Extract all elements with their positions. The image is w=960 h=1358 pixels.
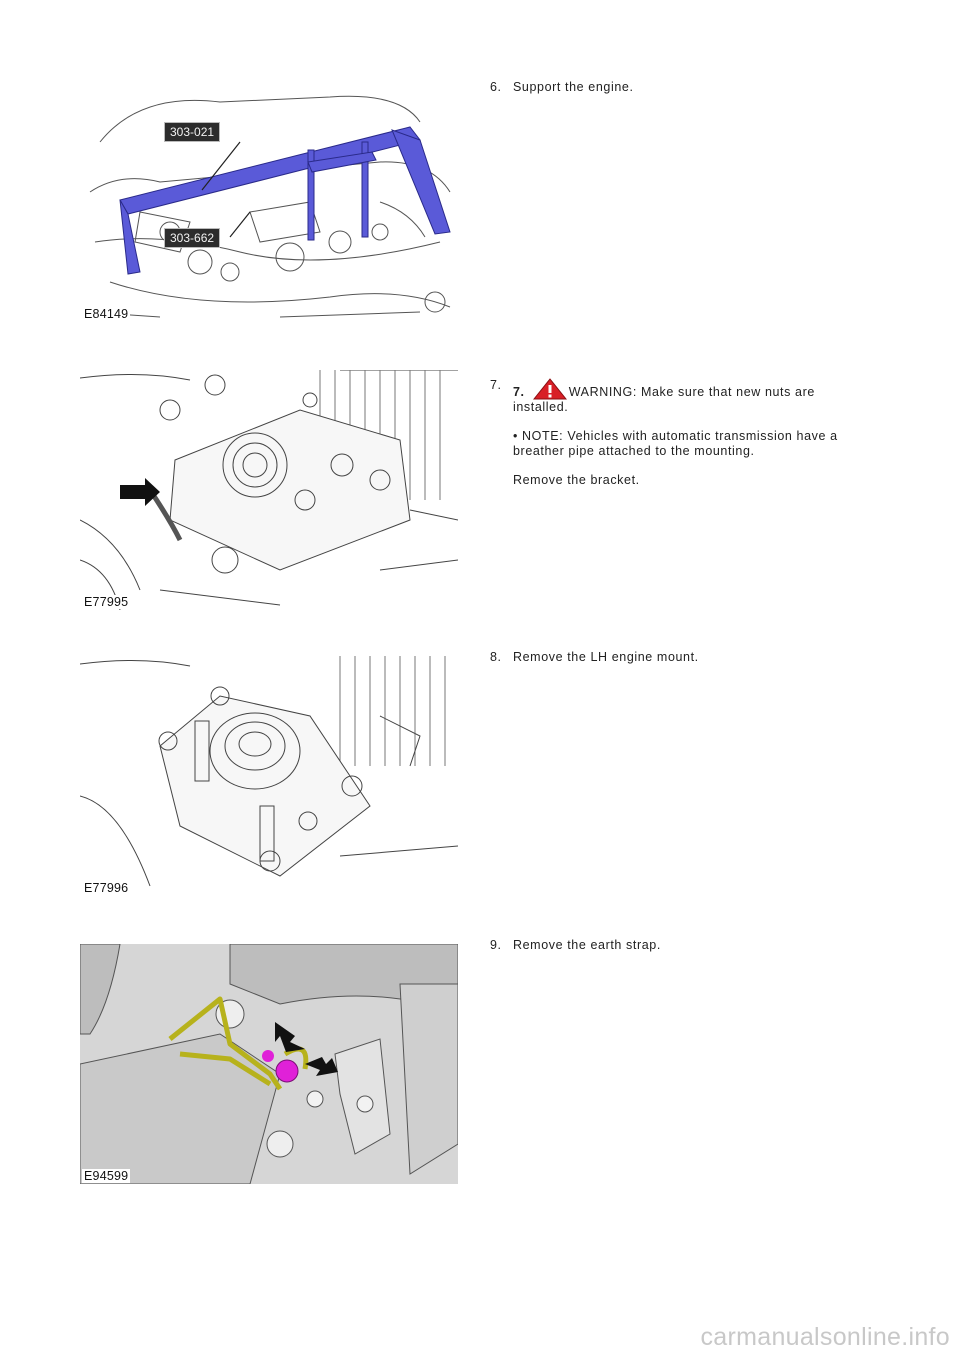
- figure-code: E77995: [84, 595, 129, 609]
- step-text: Remove the earth strap.: [513, 938, 661, 952]
- bracket-illustration: [80, 370, 458, 610]
- step-number: 8.: [490, 650, 502, 664]
- figure-earth-strap: [80, 944, 458, 1184]
- watermark: carmanualsonline.info: [700, 1323, 950, 1351]
- figure-code: E94599: [84, 1169, 129, 1183]
- engine-support-illustration: [80, 82, 458, 322]
- figure-engine-support: [80, 82, 458, 322]
- warning-message: WARNING: Make sure that new nuts are installed.: [513, 385, 815, 414]
- step-number: 9.: [490, 938, 502, 952]
- warning-text: [513, 378, 873, 415]
- engine-mount-illustration: [80, 656, 458, 896]
- figure-bracket: [80, 370, 458, 610]
- step-text: Remove the LH engine mount.: [513, 650, 699, 664]
- step-text: Support the engine.: [513, 80, 634, 94]
- warning-icon: [533, 378, 567, 400]
- tool-callout-303-021: 303-021: [164, 122, 220, 142]
- tool-callout-303-662: 303-662: [164, 228, 220, 248]
- figure-code: E77996: [84, 881, 129, 895]
- step-text: Remove the bracket.: [513, 473, 640, 487]
- figure-lh-engine-mount: [80, 656, 458, 896]
- step-number: 7.: [490, 378, 502, 392]
- step-number: 6.: [490, 80, 502, 94]
- warning-number: 7.: [513, 385, 525, 399]
- note-text: • NOTE: Vehicles with automatic transmission have a breather pipe attached to the mounting.: [513, 429, 838, 458]
- earth-strap-illustration: [80, 944, 458, 1184]
- figure-code: E84149: [84, 307, 129, 321]
